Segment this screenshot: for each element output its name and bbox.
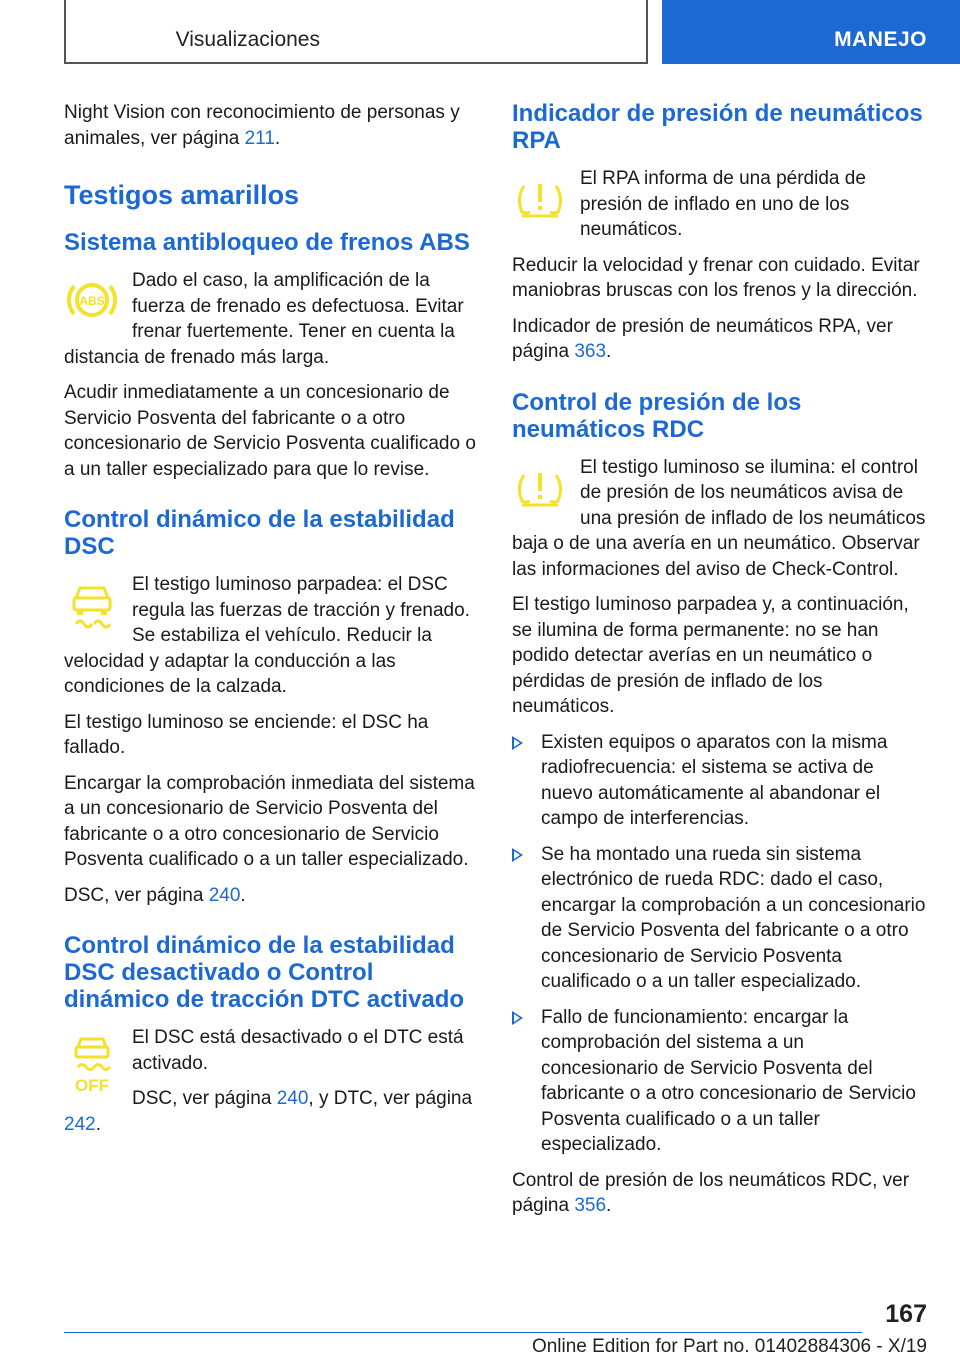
right-column (512, 100, 926, 1229)
dsc-text-2: El testigo luminoso se enciende: el DSC ha fallado. (64, 711, 429, 758)
header-chapter-tab: MANEJO (662, 0, 960, 64)
rpa-reference: Indicador de presión de neumáticos RPA, ver página 363. (512, 315, 893, 362)
page-link[interactable]: 356 (574, 1195, 607, 1216)
abs-text-2: Acudir inmediatamente a un concesionario de Servicio Posventa del fabricante o a otro concesionario de Servicio Posventa cualificado o a un taller especializado para que lo revise. (64, 382, 476, 480)
abs-text-1: Dado el caso, la amplificación de la fuerza de frenado es defectuosa. Evitar frenar fuertemente. Tener en cuenta la distancia de frenado más larga. (64, 270, 464, 368)
footer-edition: Online Edition for Part no. 01402884306 - X/19 (531, 1336, 927, 1357)
rdc-section (512, 455, 926, 1219)
footer-divider (64, 1332, 862, 1333)
dsc-text-3: Encargar la comprobación inmediata del sistema a un concesionario de Servicio Posventa del fabricante o a otro concesionario de Servicio Posventa cualificado o a un taller especializado. (64, 772, 475, 870)
list-item: Fallo de funcionamiento: encargar la comprobación del sistema a un concesionario de Servicio Posventa del fabricante o a otro concesionario de Servicio Posventa cualificado o a un taller especializado. (512, 1005, 926, 1158)
list-item: Existen equipos o aparatos con la misma radiofrecuencia: el sistema se activa de nuevo automáticamente al abandonar el campo de interferencias. (512, 730, 926, 832)
dsc-off-text-1: El DSC está desactivado o el DTC está activado. (132, 1027, 464, 1074)
rdc-text-1: El testigo luminoso se ilumina: el control de presión de los neumáticos avisa de una presión de inflado de los neumáticos baja o de una avería en un neumático. Observar las informaciones del aviso de Check-Control. (512, 456, 926, 580)
rpa-text-2: Reducir la velocidad y frenar con cuidado. Evitar maniobras bruscas con los frenos y la dirección. (512, 254, 920, 301)
svg-text:OFF: OFF (75, 1076, 109, 1095)
abs-warning-icon (64, 272, 120, 328)
rpa-heading: Indicador de presión de neumáticos RPA (512, 100, 923, 154)
dsc-off-reference: DSC, ver página 240, y DTC, ver página 242. (64, 1088, 473, 1135)
abs-section (64, 268, 478, 482)
rdc-text-2: El testigo luminoso parpadea y, a continuación, se ilumina de forma permanente: no se han podido detectar averías en un neumático o pérdidas de presión de inflado de los neumáticos. (512, 594, 909, 717)
bullet-triangle-icon (512, 736, 523, 750)
tire-pressure-warning-icon (512, 170, 568, 226)
abs-heading: Sistema antibloqueo de frenos ABS (64, 229, 470, 256)
dsc-car-skid-icon (64, 576, 120, 632)
bullet-triangle-icon (512, 848, 523, 862)
dsc-off-icon (64, 1029, 120, 1099)
list-item: Se ha montado una rueda sin sistema electrónico de rueda RDC: dado el caso, encargar la comprobación a un concesionario de Servicio Posventa del fabricante o a otro concesionario de Servicio Posventa cualificado o a un taller especializado. (512, 842, 926, 995)
rdc-reference: Control de presión de los neumáticos RDC, ver página 356. (512, 1169, 910, 1216)
rdc-heading: Control de presión de los neumáticos RDC (512, 388, 802, 443)
page-link[interactable]: 363 (574, 341, 607, 362)
header-frame (64, 0, 648, 64)
page-number: 167 (885, 1300, 927, 1328)
page-link[interactable]: 240 (276, 1088, 309, 1109)
dsc-section (64, 572, 478, 908)
left-column (64, 100, 478, 1147)
header-section-title: Visualizaciones (175, 28, 320, 51)
svg-text:ABS: ABS (79, 294, 105, 308)
bullet-triangle-icon (512, 1011, 523, 1025)
rpa-text-1: El RPA informa de una pérdida de presión de inflado en uno de los neumáticos. (580, 168, 866, 240)
dsc-text-1: El testigo luminoso parpadea: el DSC regula las fuerzas de tracción y frenado. Se estabiliza el vehículo. Reducir la velocidad y adaptar la conducción a las condiciones de la calzada. (64, 574, 470, 697)
page-link[interactable]: 242 (64, 1113, 96, 1135)
rpa-section (512, 166, 926, 365)
dsc-off-heading: Control dinámico de la estabilidad DSC desactivado o Control dinámico de tracción DTC activado (64, 932, 465, 1013)
dsc-reference: DSC, ver página 240. (64, 884, 246, 906)
dsc-heading: Control dinámico de la estabilidad DSC (64, 506, 455, 560)
section-heading: Testigos amarillos (64, 180, 300, 210)
intro-paragraph: Night Vision con reconocimiento de personas y animales, ver página 211. (64, 102, 460, 149)
page-link[interactable]: 211 (244, 127, 275, 149)
page-link[interactable]: 240 (208, 884, 241, 906)
rdc-bullet-list (512, 730, 926, 1158)
dsc-off-section (64, 1025, 478, 1137)
tire-pressure-warning-icon (512, 459, 568, 515)
